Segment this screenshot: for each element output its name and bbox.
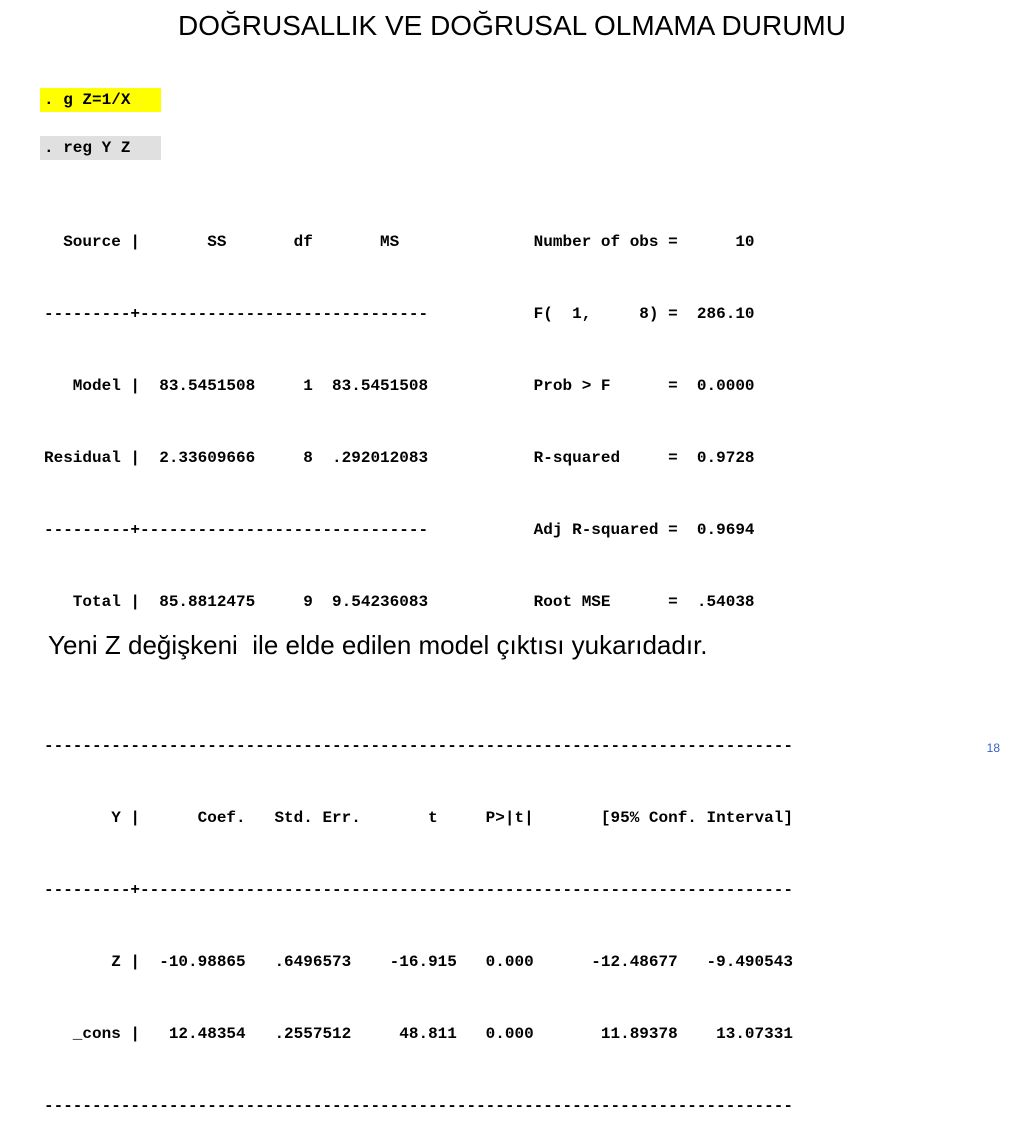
output-line: ---------+------------------------------ Adj R-squared = 0.9694: [44, 521, 755, 539]
slide-title: DOĞRUSALLIK VE DOĞRUSAL OLMAMA DURUMU: [178, 10, 846, 41]
output-line: ---------+------------------------------ F( 1, 8) = 286.10: [44, 305, 755, 323]
regression-output: [44, 182, 793, 1142]
output-line: Source | SS df MS Number of obs = 10: [44, 233, 755, 251]
page-number: 18: [986, 741, 1000, 755]
output-line: ------------------------------------------------------------------------------: [44, 737, 793, 755]
output-line: [44, 662, 793, 686]
generate-command: . g Z=1/X: [40, 88, 161, 112]
output-line: Z | -10.98865 .6496573 -16.915 0.000 -12.48677 -9.490543: [44, 953, 793, 971]
output-line: _cons | 12.48354 .2557512 48.811 0.000 11.89378 13.07331: [44, 1025, 793, 1043]
output-line: Residual | 2.33609666 8 .292012083 R-squared = 0.9728: [44, 449, 755, 467]
regress-command: . reg Y Z: [40, 136, 161, 160]
output-line: Y | Coef. Std. Err. t P>|t| [95% Conf. Interval]: [44, 809, 793, 827]
output-line: ------------------------------------------------------------------------------: [44, 1097, 793, 1115]
output-line: Model | 83.5451508 1 83.5451508 Prob > F = 0.0000: [44, 377, 755, 395]
output-line: Total | 85.8812475 9 9.54236083 Root MSE = .54038: [44, 593, 755, 611]
output-line: ---------+--------------------------------------------------------------------: [44, 881, 793, 899]
slide-caption: Yeni Z değişkeni ile elde edilen model çıktısı yukarıdadır.: [48, 630, 708, 660]
